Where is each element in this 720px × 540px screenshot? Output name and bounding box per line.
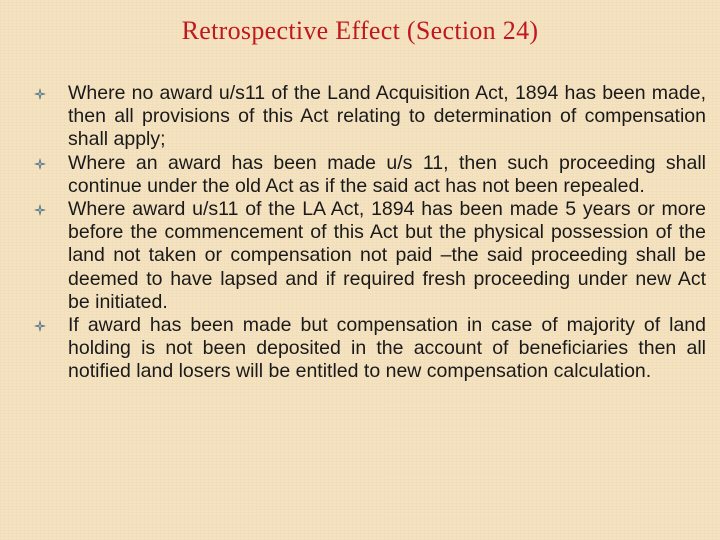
slide-title: Retrospective Effect (Section 24) bbox=[181, 16, 539, 45]
diamond-bullet-icon bbox=[34, 320, 46, 332]
bullet-list bbox=[34, 82, 706, 384]
bullet-text: Where award u/s11 of the LA Act, 1894 has been made 5 years or more before the commencement of this Act but the physical possession of the land not taken or compensation not paid –the said proceeding shall be deemed to have lapsed and if required fresh proceeding under new Act be initiated. bbox=[68, 198, 706, 313]
diamond-bullet-icon bbox=[34, 204, 46, 216]
bullet-text: Where no award u/s11 of the Land Acquisition Act, 1894 has been made, then all provisions of this Act relating to determination of compensation shall apply; bbox=[68, 82, 706, 151]
bullet-item bbox=[34, 314, 706, 384]
bullet-item bbox=[34, 82, 706, 152]
diamond-bullet-icon bbox=[34, 158, 46, 170]
bullet-item bbox=[34, 152, 706, 198]
bullet-item bbox=[34, 198, 706, 314]
bullet-text: If award has been made but compensation in case of majority of land holding is not been deposited in the account of beneficiaries then all notified land losers will be entitled to new compensation calculation. bbox=[68, 314, 706, 383]
bullet-text: Where an award has been made u/s 11, then such proceeding shall continue under the old Act as if the said act has not been repealed. bbox=[68, 151, 706, 197]
diamond-bullet-icon bbox=[34, 88, 46, 100]
